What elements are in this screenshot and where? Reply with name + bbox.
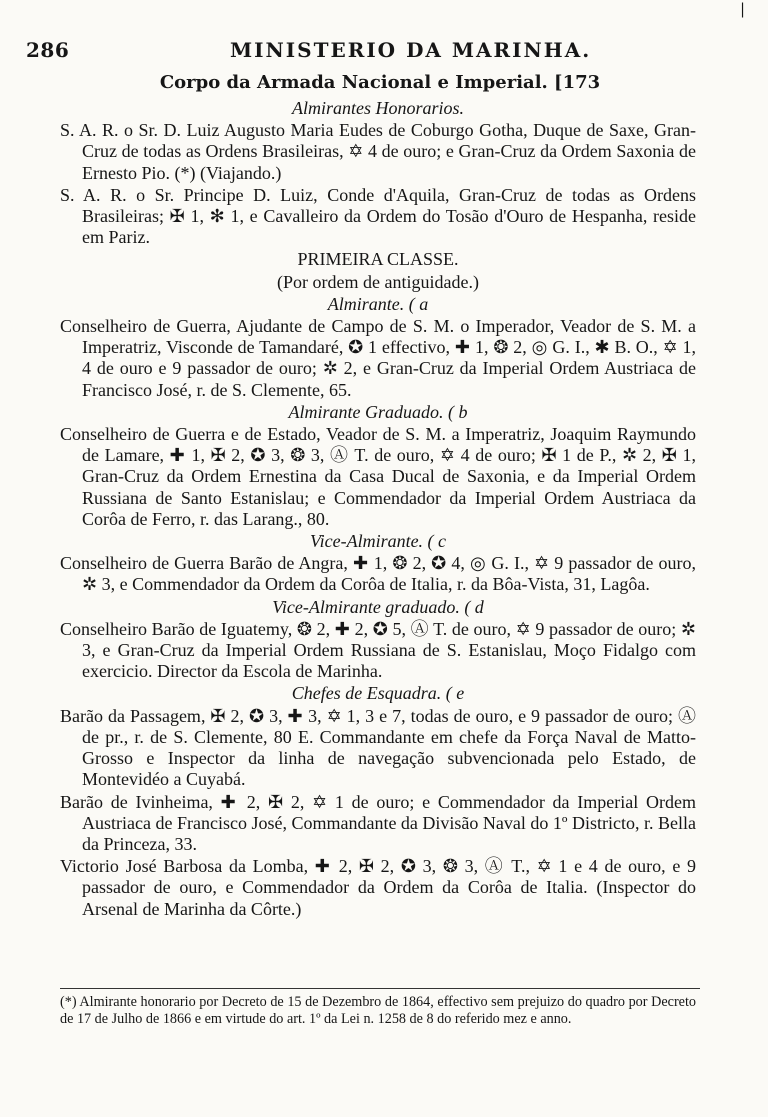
subhead-first-class: PRIMEIRA CLASSE. (297, 249, 459, 270)
footnote: (*) Almirante honorario por Decreto de 15 de Dezembro de 1864, effectivo sem prejuizo do quadro por Decreto de 17 de Julho de 1866 e em virtude do art. 1º da Lei n. 1258 de 8 do referido mez e anno. (60, 994, 696, 1027)
subhead-squadron-chiefs: Chefes de Esquadra. ( e (291, 683, 465, 704)
entry-lomba: Victorio José Barbosa da Lomba, ✚ 2, ✠ 2, ✪ 3, ❂ 3, Ⓐ T., ✡ 1 e 4 de ouro, e 9 passador de ouro, e Commendador da Ordem da Corôa de Italia. (Inspector do Arsenal de Marinha da Côrte.) (60, 856, 696, 919)
entry-passagem: Barão da Passagem, ✠ 2, ✪ 3, ✚ 3, ✡ 1, 3 e 7, todas de ouro, e 9 passador de ouro; Ⓐ de pr., r. de S. Clemente, 80 E. Commandante em chefe da Força Naval de Matto-Grosso e Inspector da linha de navegação subvencionada pelo Estado, de Montevidéo a Cuyabá. (60, 705, 696, 790)
entry-tamandare: Conselheiro de Guerra, Ajudante de Campo de S. M. o Imperador, Veador de S. M. a Imperatriz, Visconde de Tamandaré, ✪ 1 effectivo, ✚ 1, ❂ 2, ◎ G. I., ✱ B. O., ✡ 1, 4 de ouro e 9 passador de ouro; ✲ 2, e Gran-Cruz da Imperial Ordem Austriaca de Francisco José, r. de S. Clemente, 65. (60, 316, 696, 400)
entry-angra: Conselheiro de Guerra Barão de Angra, ✚ 1, ❂ 2, ✪ 4, ◎ G. I., ✡ 9 passador de ouro, ✲ 3, e Commendador da Ordem da Corôa de Italia, r. da Bôa-Vista, 31, Lagôa. (60, 553, 696, 595)
entry-conde-aquila: S. A. R. o Sr. Principe D. Luiz, Conde d'Aquila, Gran-Cruz de todas as Ordens Brasileiras; ✠ 1, ✻ 1, e Cavalleiro da Ordem do Tosão d'Ouro de Hespanha, reside em Pariz. (60, 184, 696, 248)
subhead-honorary: Almirantes Honorarios. (291, 98, 464, 118)
corner-mark: | (740, 0, 746, 18)
entry-lamare: Conselheiro de Guerra e de Estado, Veador de S. M. a Imperatriz, Joaquim Raymundo de Lamare, ✚ 1, ✠ 2, ✪ 3, ❂ 3, Ⓐ T. de ouro, ✡ 4 de ouro; ✠ 1 de P., ✲ 2, ✠ 1, Gran-Cruz da Ordem Ernestina da Casa Ducal de Saxonia, e da Imperial Ordem Russiana de Santo Estanislau; e Commendador da Imperial Ordem Austriaca da Corôa de Ferro, r. das Larang., 80. (60, 424, 696, 529)
footnote-divider (60, 988, 700, 989)
subhead-seniority: (Por ordem de antiguidade.) (277, 271, 479, 292)
body-text (60, 97, 696, 921)
subhead-vice-admiral: Vice-Almirante. ( c (309, 531, 447, 552)
subhead-admiral: Almirante. ( a (327, 293, 429, 314)
entry-ivinheima: Barão de Ivinheima, ✚ 2, ✠ 2, ✡ 1 de ouro; e Commendador da Imperial Ordem Austriaca de Francisco José, Commandante da Divisão Naval do 1º Districto, r. Bella da Princeza, 33. (60, 791, 696, 854)
entry-iguatemy: Conselheiro Barão de Iguatemy, ❂ 2, ✚ 2, ✪ 5, Ⓐ T. de ouro, ✡ 9 passador de ouro; ✲ 3, e Gran-Cruz da Imperial Ordem Russiana de S. Estanislau, Moço Fidalgo com exercicio. Director da Escola de Marinha. (60, 618, 696, 682)
section-title: Corpo da Armada Nacional e Imperial. [173 (159, 72, 601, 93)
subhead-vice-admiral-graduated: Vice-Almirante graduado. ( d (272, 596, 484, 617)
entry-duque-saxe: S. A. R. o Sr. D. Luiz Augusto Maria Eudes de Coburgo Gotha, Duque de Saxe, Gran-Cruz de todas as Ordens Brasileiras, ✡ 4 de ouro; e Gran-Cruz da Ordem Saxonia de Ernesto Pio. (*) (Viajando.) (60, 120, 696, 183)
page-number: 286 (26, 38, 70, 62)
subhead-admiral-graduated: Almirante Graduado. ( b (288, 401, 468, 422)
running-title: MINISTERIO DA MARINHA. (230, 38, 592, 62)
